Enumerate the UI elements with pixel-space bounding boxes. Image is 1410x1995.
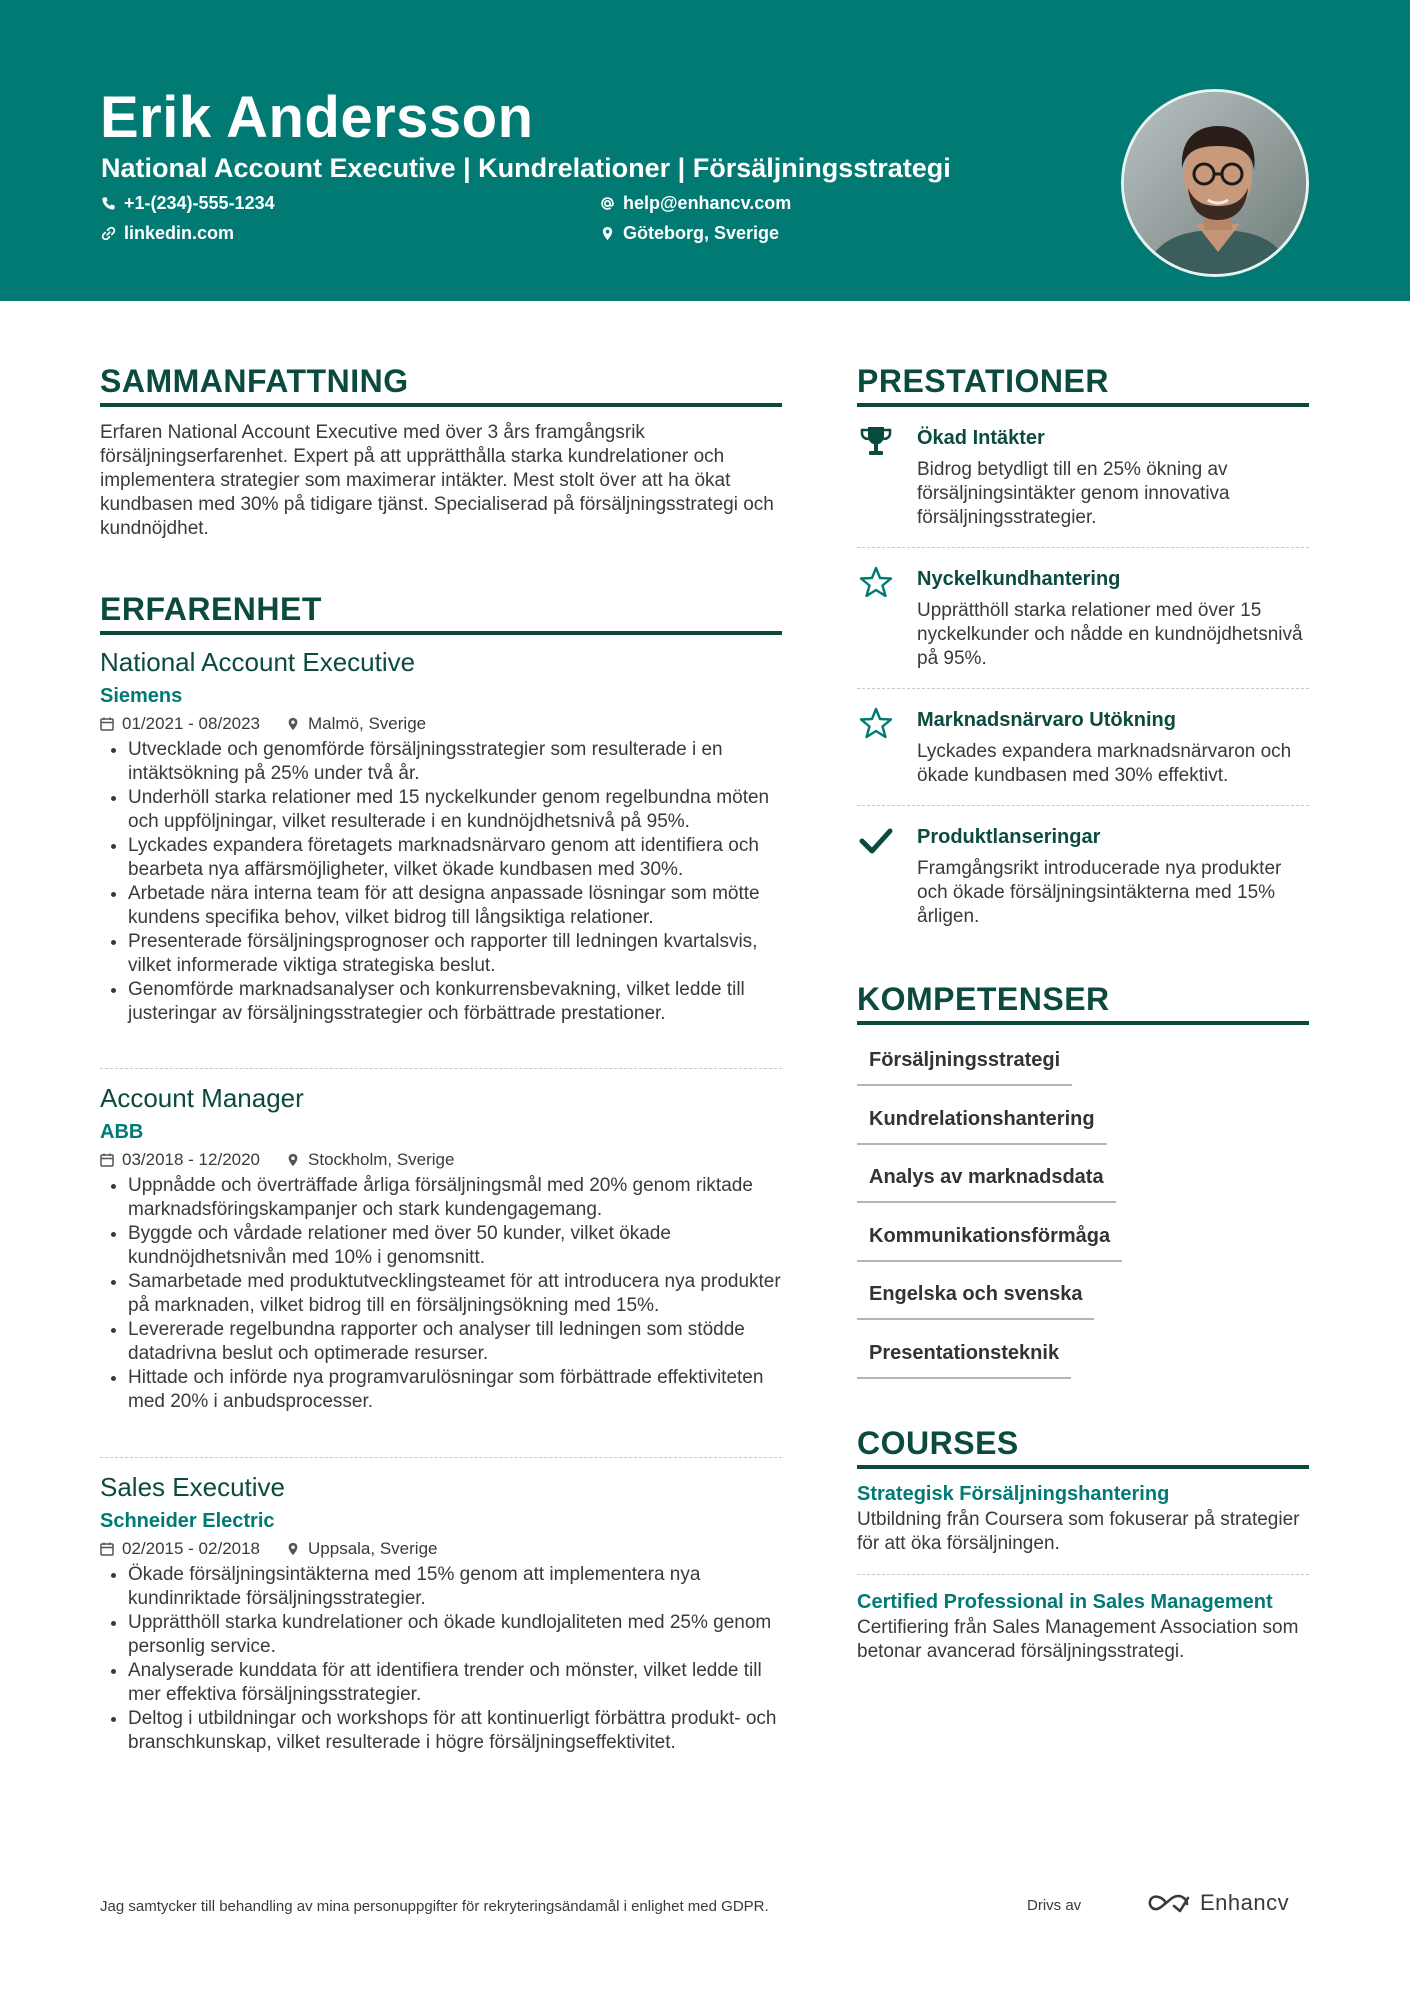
divider <box>857 1574 1309 1575</box>
job-dates: 01/2021 - 08/2023 <box>122 714 261 733</box>
enhancv-logo-icon <box>1146 1890 1192 1916</box>
course-desc: Utbildning från Coursera som fokuserar på strategier för att öka försäljningen. <box>857 1509 1300 1554</box>
location-pin-icon <box>286 717 300 731</box>
company-name: ABB <box>100 1121 144 1143</box>
job-bullet: • Hittade och införde nya programvarulösningar som förbättrade effektiviteten med 20% i anbudsprocesser. <box>128 1366 782 1414</box>
achievement-desc: Upprätthöll starka relationer med över 15 nyckelkunder och nådde en kundnöjdhetsnivå på 95%. <box>917 600 1303 669</box>
job-entry <box>100 1082 782 1414</box>
job-location-text: Uppsala, Sverige <box>308 1539 438 1558</box>
achievement-title: Produktlanseringar <box>917 826 1101 848</box>
linkedin-text: linkedin.com <box>124 223 235 243</box>
location-text: Göteborg, Sverige <box>623 223 780 243</box>
job-meta <box>100 712 782 736</box>
job-bullet: • Uppnådde och överträffade årliga försäljningsmål med 20% genom riktade marknadsföringskampanjer och stark kundengagemang. <box>128 1174 782 1222</box>
job-bullet: • Byggde och vårdade relationer med över 50 kunder, vilket ökade kundnöjdhetsnivån med 10% i genomsnitt. <box>128 1222 782 1270</box>
achievement-title: Marknadsnärvaro Utökning <box>917 709 1176 731</box>
skill-tag: Kundrelationshantering <box>857 1103 1107 1145</box>
course-desc: Certifiering från Sales Management Association som betonar avancerad försäljningsstrategi. <box>857 1617 1299 1662</box>
achievement-title: Nyckelkundhantering <box>917 568 1121 590</box>
job-bullets <box>100 1174 782 1414</box>
portrait-illustration <box>1124 92 1309 277</box>
divider <box>857 688 1309 689</box>
skill-tag: Kommunikationsförmåga <box>857 1220 1122 1262</box>
job-dates: 03/2018 - 12/2020 <box>122 1150 261 1169</box>
divider <box>100 1457 782 1458</box>
link-icon <box>101 226 116 241</box>
calendar-icon <box>100 1153 114 1167</box>
achievement-item <box>857 424 1309 534</box>
company-name: Schneider Electric <box>100 1510 275 1532</box>
email-contact[interactable] <box>600 191 791 215</box>
star-icon <box>857 565 895 601</box>
skill-tag: Presentationsteknik <box>857 1337 1071 1379</box>
job-bullet: • Utvecklade och genomförde försäljningsstrategier som resulterade i en intäktsökning på 25% under två år. <box>128 738 782 786</box>
job-entry <box>100 646 782 1026</box>
achievement-item <box>857 823 1309 933</box>
course-item <box>857 1588 1309 1664</box>
enhancv-logo-text: Enhancv <box>1200 1890 1290 1915</box>
job-entry <box>100 1471 782 1755</box>
job-title: Account Manager <box>100 1083 304 1113</box>
job-title: Sales Executive <box>100 1472 285 1502</box>
candidate-name: Erik Andersson <box>100 85 534 150</box>
check-icon <box>857 823 895 859</box>
profile-photo <box>1121 89 1309 277</box>
course-title: Strategisk Försäljningshantering <box>857 1483 1170 1505</box>
achievement-title: Ökad Intäkter <box>917 427 1045 449</box>
skill-tag: Analys av marknadsdata <box>857 1161 1116 1203</box>
job-bullet: • Deltog i utbildningar och workshops för att kontinuerligt förbättra produkt- och branschkunskap, vilket resulterade i högre försäljningseffektivitet. <box>128 1707 782 1755</box>
star-icon <box>857 706 895 742</box>
enhancv-logo[interactable] <box>1146 1890 1289 1916</box>
location-contact <box>600 221 779 245</box>
achievement-item <box>857 565 1309 675</box>
job-bullet: • Ökade försäljningsintäkterna med 15% genom att implementera nya kundinriktade försäljningsstrategier. <box>128 1563 782 1611</box>
job-meta <box>100 1148 782 1172</box>
skill-tag: Engelska och svenska <box>857 1278 1094 1320</box>
job-title: National Account Executive <box>100 647 416 677</box>
skill-tag: Försäljningsstrategi <box>857 1044 1072 1086</box>
at-icon <box>600 196 615 211</box>
achievement-desc: Framgångsrikt introducerade nya produkter och ökade försäljningsintäkterna med 15% årligen. <box>917 858 1282 927</box>
linkedin-contact[interactable] <box>101 221 234 245</box>
job-bullet: • Upprätthöll starka kundrelationer och ökade kundlojaliteten med 25% genom personlig service. <box>128 1611 782 1659</box>
job-bullets <box>100 738 782 1026</box>
job-location-text: Malmö, Sverige <box>308 714 427 733</box>
job-bullet: • Presenterade försäljningsprognoser och rapporter till ledningen kvartalsvis, vilket informerade viktiga strategiska beslut. <box>128 930 782 978</box>
phone-text: +1-(234)-555-1234 <box>124 193 275 213</box>
location-pin-icon <box>600 226 615 241</box>
achievement-desc: Lyckades expandera marknadsnärvaron och ökade kundbasen med 30% effektivt. <box>917 741 1292 786</box>
location-pin-icon <box>286 1153 300 1167</box>
phone-icon <box>101 196 116 211</box>
job-location <box>286 1537 437 1561</box>
job-bullet: • Arbetade nära interna team för att designa anpassade lösningar som mötte kundens specifika behov, vilket bidrog till långsiktiga relationer. <box>128 882 782 930</box>
course-item <box>857 1480 1309 1556</box>
course-title: Certified Professional in Sales Management <box>857 1591 1273 1613</box>
job-bullet: • Analyserade kunddata för att identifiera trender och mönster, vilket ledde till mer effektiva försäljningsstrategier. <box>128 1659 782 1707</box>
courses-heading: COURSES <box>857 1423 1309 1469</box>
job-location-text: Stockholm, Sverige <box>308 1150 455 1169</box>
job-bullet: • Levererade regelbundna rapporter och analyser till ledningen som stödde datadrivna beslut och optimerade resurser. <box>128 1318 782 1366</box>
calendar-icon <box>100 1542 114 1556</box>
achievements-heading: PRESTATIONER <box>857 361 1309 407</box>
job-bullets <box>100 1563 782 1755</box>
company-name: Siemens <box>100 685 183 707</box>
phone-contact[interactable] <box>101 191 275 215</box>
header-banner <box>0 0 1410 301</box>
summary-section <box>100 421 782 541</box>
divider <box>857 547 1309 548</box>
skills-heading: KOMPETENSER <box>857 979 1309 1025</box>
job-bullet: • Genomförde marknadsanalyser och konkurrensbevakning, vilket ledde till justeringar av försäljningsstrategier och förbättrade prestationer. <box>128 978 782 1026</box>
experience-heading: ERFARENHET <box>100 589 782 635</box>
summary-heading: SAMMANFATTNING <box>100 361 782 407</box>
achievement-desc: Bidrog betydligt till en 25% ökning av försäljningsintäkter genom innovativa försäljningsstrategier. <box>917 459 1230 528</box>
divider <box>100 1068 782 1069</box>
calendar-icon <box>100 717 114 731</box>
achievement-item <box>857 706 1309 796</box>
job-bullet: • Lyckades expandera företagets marknadsnärvaro genom att identifiera och bearbeta nya affärsmöjligheter, vilket ökade kundbasen med 30%. <box>128 834 782 882</box>
gdpr-consent: Jag samtycker till behandling av mina personuppgifter för rekryteringsändamål i enlighet med GDPR. <box>100 1898 769 1915</box>
summary-text: Erfaren National Account Executive med över 3 års framgångsrik försäljningserfarenhet. Expert på att upprätthålla starka kundrelationer och implementera strategier som maximerar intäkter. Mest stolt över att ha ökat kundbasen med 30% på tidigare tjänst. Specialiserad på försäljningsstrategi och kundnöjdhet. <box>100 422 774 539</box>
job-location <box>286 712 426 736</box>
powered-by-label: Drivs av <box>1027 1897 1082 1914</box>
candidate-subtitle: National Account Executive | Kundrelationer | Försäljningsstrategi <box>101 153 951 183</box>
job-meta <box>100 1537 782 1561</box>
email-text: help@enhancv.com <box>623 193 792 213</box>
job-bullet: • Samarbetade med produktutvecklingsteamet för att introducera nya produkter på marknaden, vilket bidrog till en försäljningsökning med 15%. <box>128 1270 782 1318</box>
job-dates: 02/2015 - 02/2018 <box>122 1539 261 1558</box>
job-location <box>286 1148 454 1172</box>
divider <box>857 805 1309 806</box>
job-bullet: • Underhöll starka relationer med 15 nyckelkunder genom regelbundna möten och uppföljningar, vilket resulterade i en kundnöjdhetsnivå på 95%. <box>128 786 782 834</box>
location-pin-icon <box>286 1542 300 1556</box>
trophy-icon <box>857 424 895 460</box>
